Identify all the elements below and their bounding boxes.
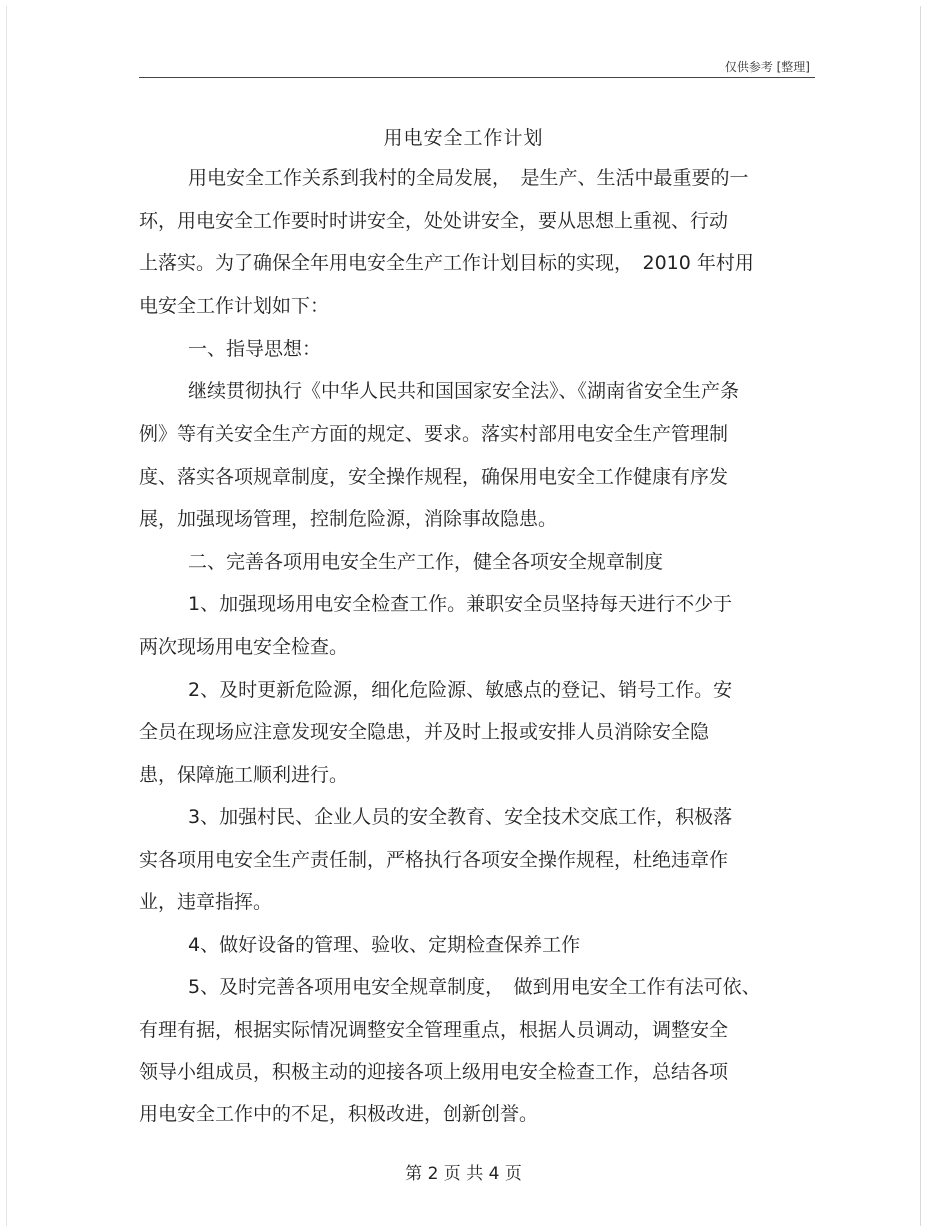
list-item: 5、及时完善各项用电安全规章制度， 做到用电安全工作有法可依、 (188, 976, 761, 998)
body-line: 有理有据，根据实际情况调整安全管理重点，根据人员调动，调整安全 (139, 1019, 729, 1041)
body-line: 环，用电安全工作要时时讲安全，处处讲安全，要从思想上重视、行动 (139, 210, 729, 232)
body-line: 例》等有关安全生产方面的规定、要求。落实村部用电安全生产管理制 (139, 423, 729, 445)
body-line: 上落实。为了确保全年用电安全生产工作计划目标的实现， 2010 年村用 (139, 252, 754, 274)
body-line: 业，违章指挥。 (139, 891, 273, 913)
body-line: 度、落实各项规章制度，安全操作规程，确保用电安全工作健康有序发 (139, 466, 729, 488)
body-line: 电安全工作计划如下： (139, 295, 330, 317)
body-line: 患，保障施工顺利进行。 (139, 764, 349, 786)
body-line: 两次现场用电安全检查。 (139, 636, 349, 658)
body-line: 展，加强现场管理，控制危险源，消除事故隐患。 (139, 508, 558, 530)
body-line: 继续贯彻执行《中华人民共和国国家安全法》、《湖南省安全生产条 (188, 380, 740, 402)
body-line: 领导小组成员，积极主动的迎接各项上级用电安全检查工作，总结各项 (139, 1061, 729, 1083)
header-note: 仅供参考 [整理] (724, 60, 810, 74)
document-page (6, 6, 921, 1226)
list-item: 3、加强村民、企业人员的安全教育、安全技术交底工作，积极落 (188, 806, 733, 828)
page-number: 第 2 页 共 4 页 (405, 1164, 522, 1184)
document-title: 用电安全工作计划 (383, 127, 544, 149)
list-item: 2、及时更新危险源，细化危险源、敏感点的登记、销号工作。安 (188, 679, 733, 701)
body-line: 用电安全工作关系到我村的全局发展， 是生产、生活中最重要的一 (188, 167, 749, 189)
body-line: 实各项用电安全生产责任制，严格执行各项安全操作规程，杜绝违章作 (139, 849, 729, 871)
section-heading: 一、指导思想： (188, 338, 322, 360)
list-item: 4、做好设备的管理、验收、定期检查保养工作 (188, 934, 581, 956)
header-rule (139, 77, 815, 78)
body-line: 用电安全工作中的不足，积极改进，创新创誉。 (139, 1103, 539, 1125)
body-line: 全员在现场应注意发现安全隐患，并及时上报或安排人员消除安全隐 (139, 721, 710, 743)
section-heading: 二、完善各项用电安全生产工作，健全各项安全规章制度 (188, 551, 664, 573)
list-item: 1、加强现场用电安全检查工作。兼职安全员坚持每天进行不少于 (188, 593, 733, 615)
